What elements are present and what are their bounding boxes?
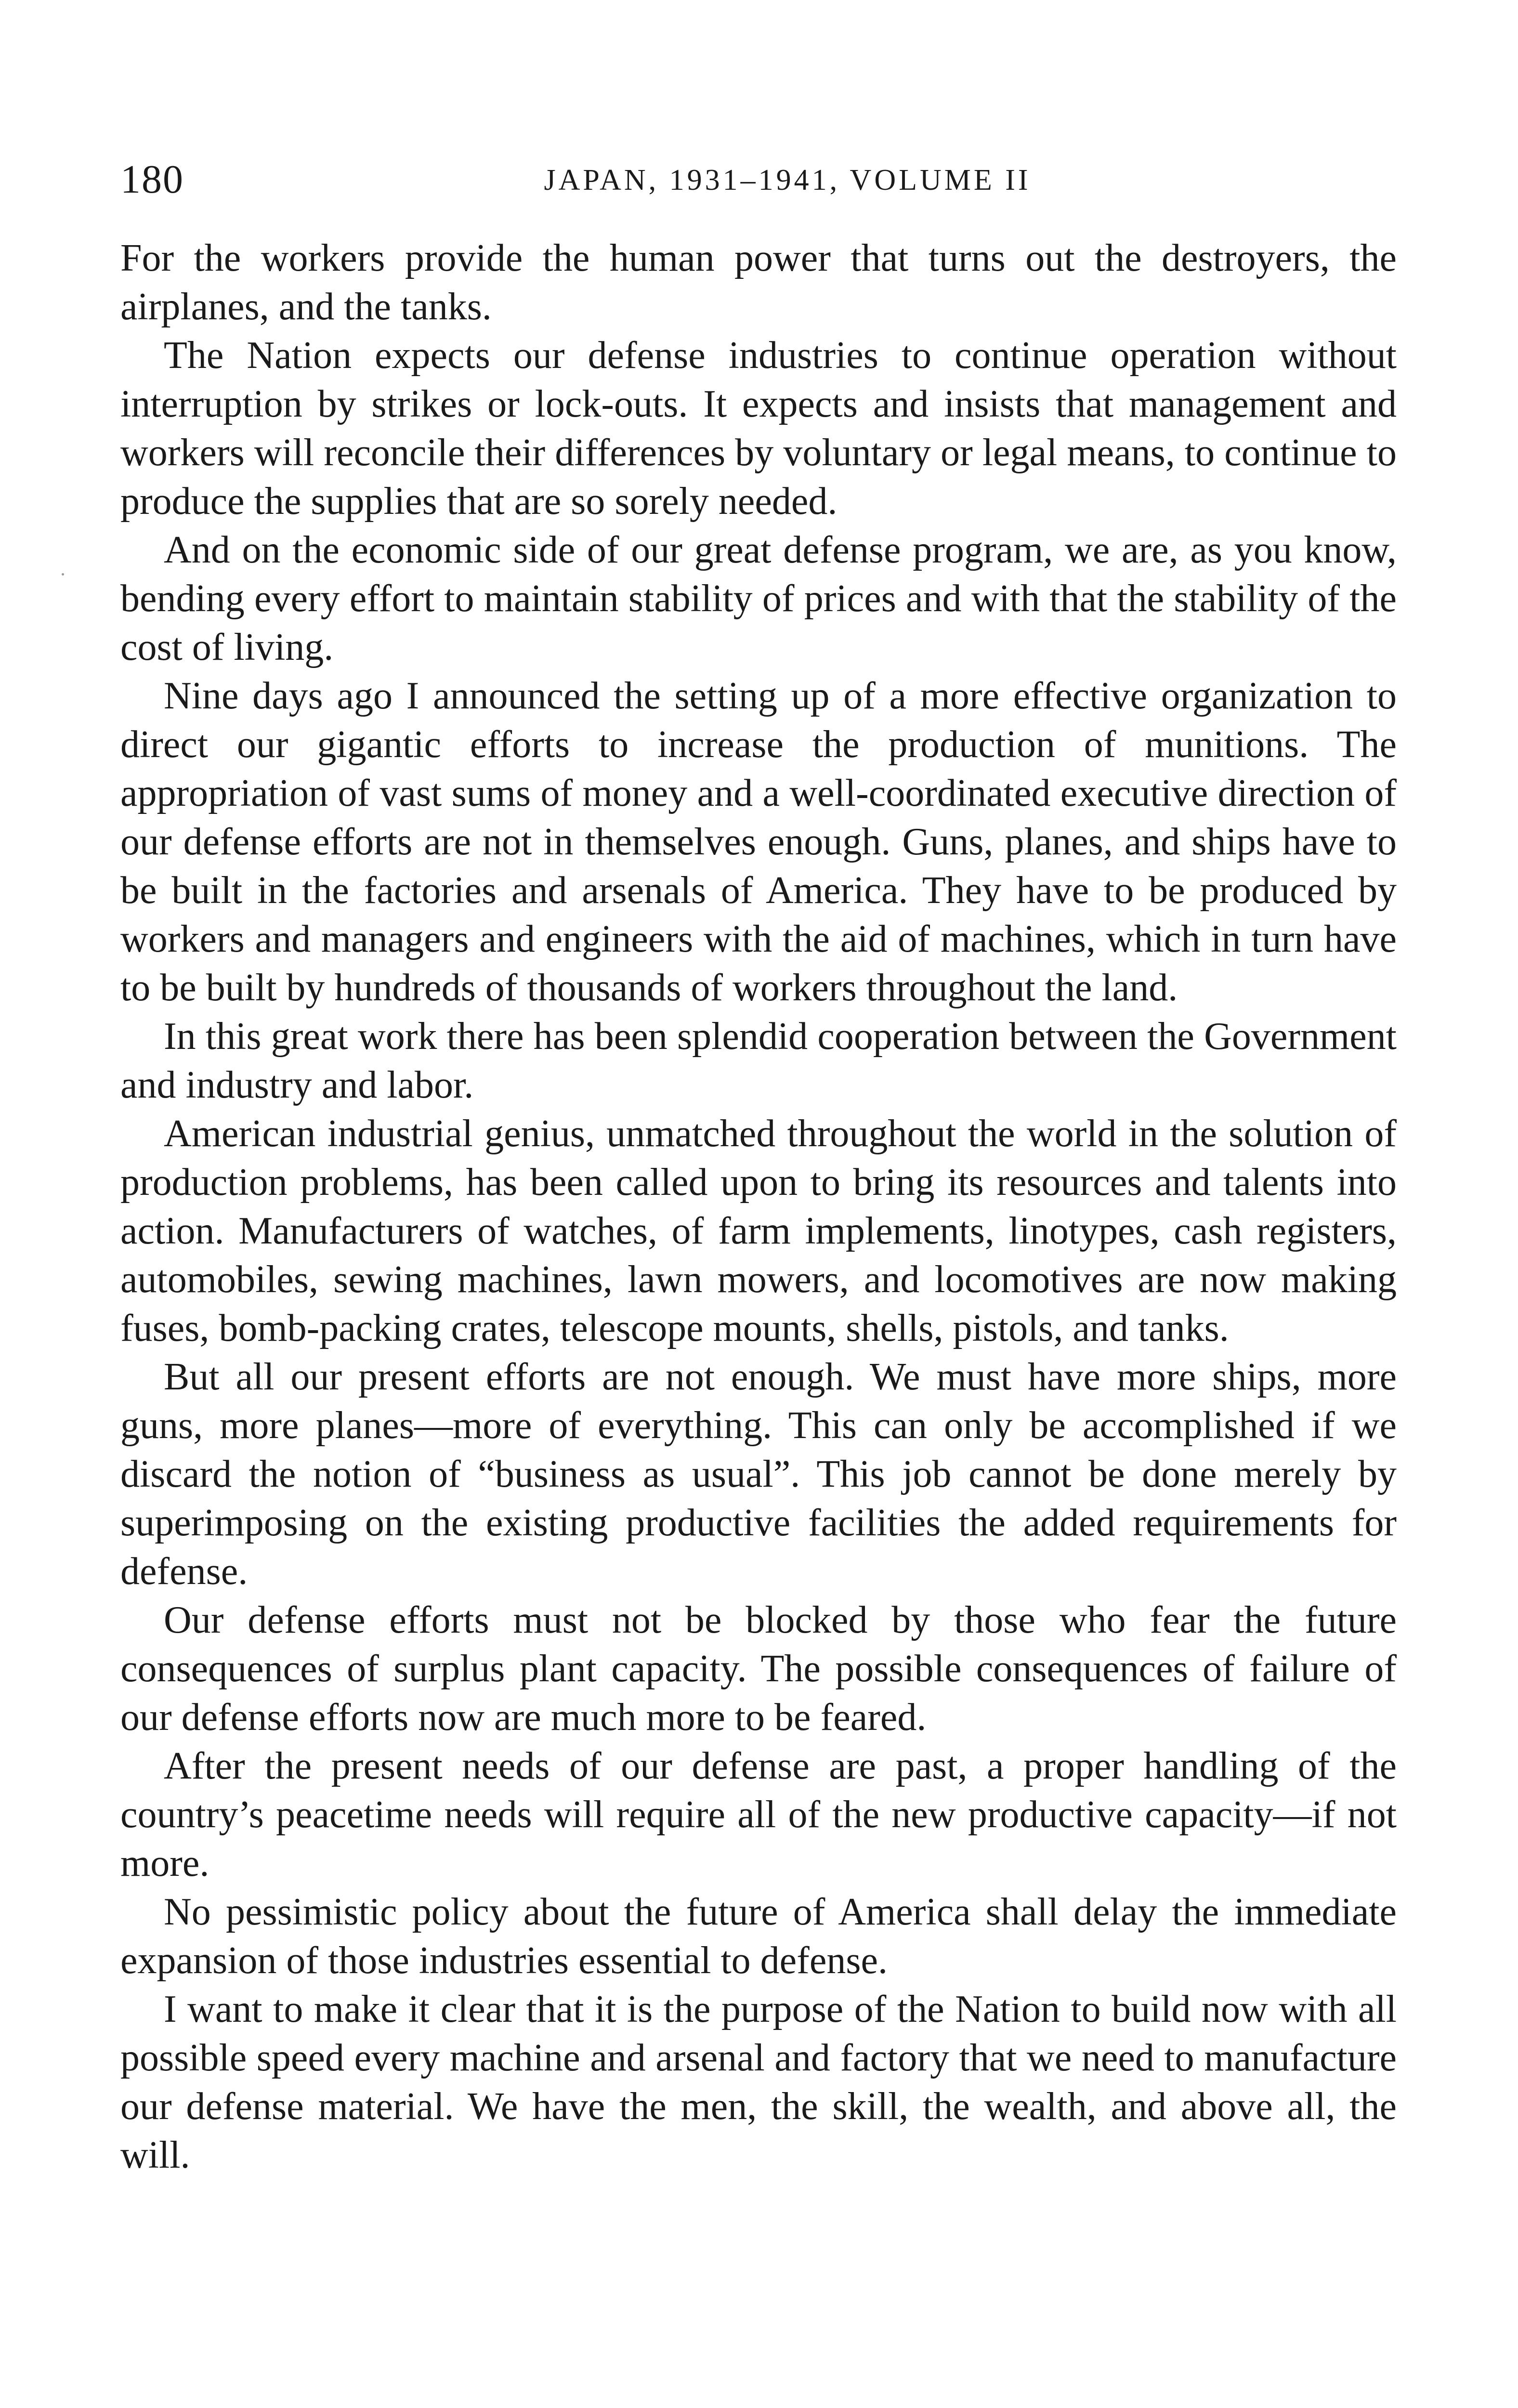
running-title: JAPAN, 1931–1941, VOLUME II [544,164,1031,196]
paragraph: American industrial genius, unmatched throughout the world in the solution of production problems, has been called upon to bring its resources and talents into action. Manufacturers of watches, of farm implements, linotypes, cash registers, automobiles, sewing machines, lawn mowers, and locomotives are now making fuses, bomb-packing crates, telescope mounts, shells, pistols, and tanks. [120,1112,1397,1349]
paragraph: The Nation expects our defense industries to continue operation without interruption by strikes or lock-outs. It expects and insists that management and workers will reconcile their differences by voluntary or legal means, to continue to produce the supplies that are so sorely needed. [120,334,1397,523]
paragraph: For the workers provide the human power that turns out the destroyers, the airplanes, and the tanks. [120,237,1397,328]
body-text [120,234,1397,2180]
page-number: 180 [120,157,184,202]
paragraph: No pessimistic policy about the future of America shall delay the immediate expansion of those industries essential to defense. [120,1891,1397,1982]
paragraph: But all our present efforts are not enough. We must have more ships, more guns, more planes—more of everything. This can only be accomplished if we discard the notion of “business as usual”. This job cannot be done merely by superimposing on the existing productive facilities the added requirements for defense. [120,1356,1397,1593]
paragraph: After the present needs of our defense are past, a proper handling of the country’s peacetime needs will require all of the new productive capacity—if not more. [120,1745,1397,1885]
paragraph: Our defense efforts must not be blocked by those who fear the future consequences of surplus plant capacity. The possible consequences of failure of our defense efforts now are much more to be feared. [120,1599,1397,1739]
paragraph: I want to make it clear that it is the purpose of the Nation to build now with all possible speed every machine and arsenal and factory that we need to manufacture our defense material. We have the men, the skill, the wealth, and above all, the will. [120,1988,1397,2176]
paragraph: Nine days ago I announced the setting up of a more effective organization to direct our gigantic efforts to increase the production of munitions. The appropriation of vast sums of money and a well-coordinated executive direction of our defense efforts are not in themselves enough. Guns, planes, and ships have to be built in the factories and arsenals of America. They have to be produced by workers and managers and engineers with the aid of machines, which in turn have to be built by hundreds of thousands of workers throughout the land. [120,675,1397,1009]
paragraph: In this great work there has been splendid cooperation between the Government and industry and labor. [120,1015,1397,1106]
paragraph: And on the economic side of our great defense program, we are, as you know, bending every effort to maintain stability of prices and with that the stability of the cost of living. [120,529,1397,668]
scan-speck [62,573,64,576]
running-head [120,153,1397,206]
